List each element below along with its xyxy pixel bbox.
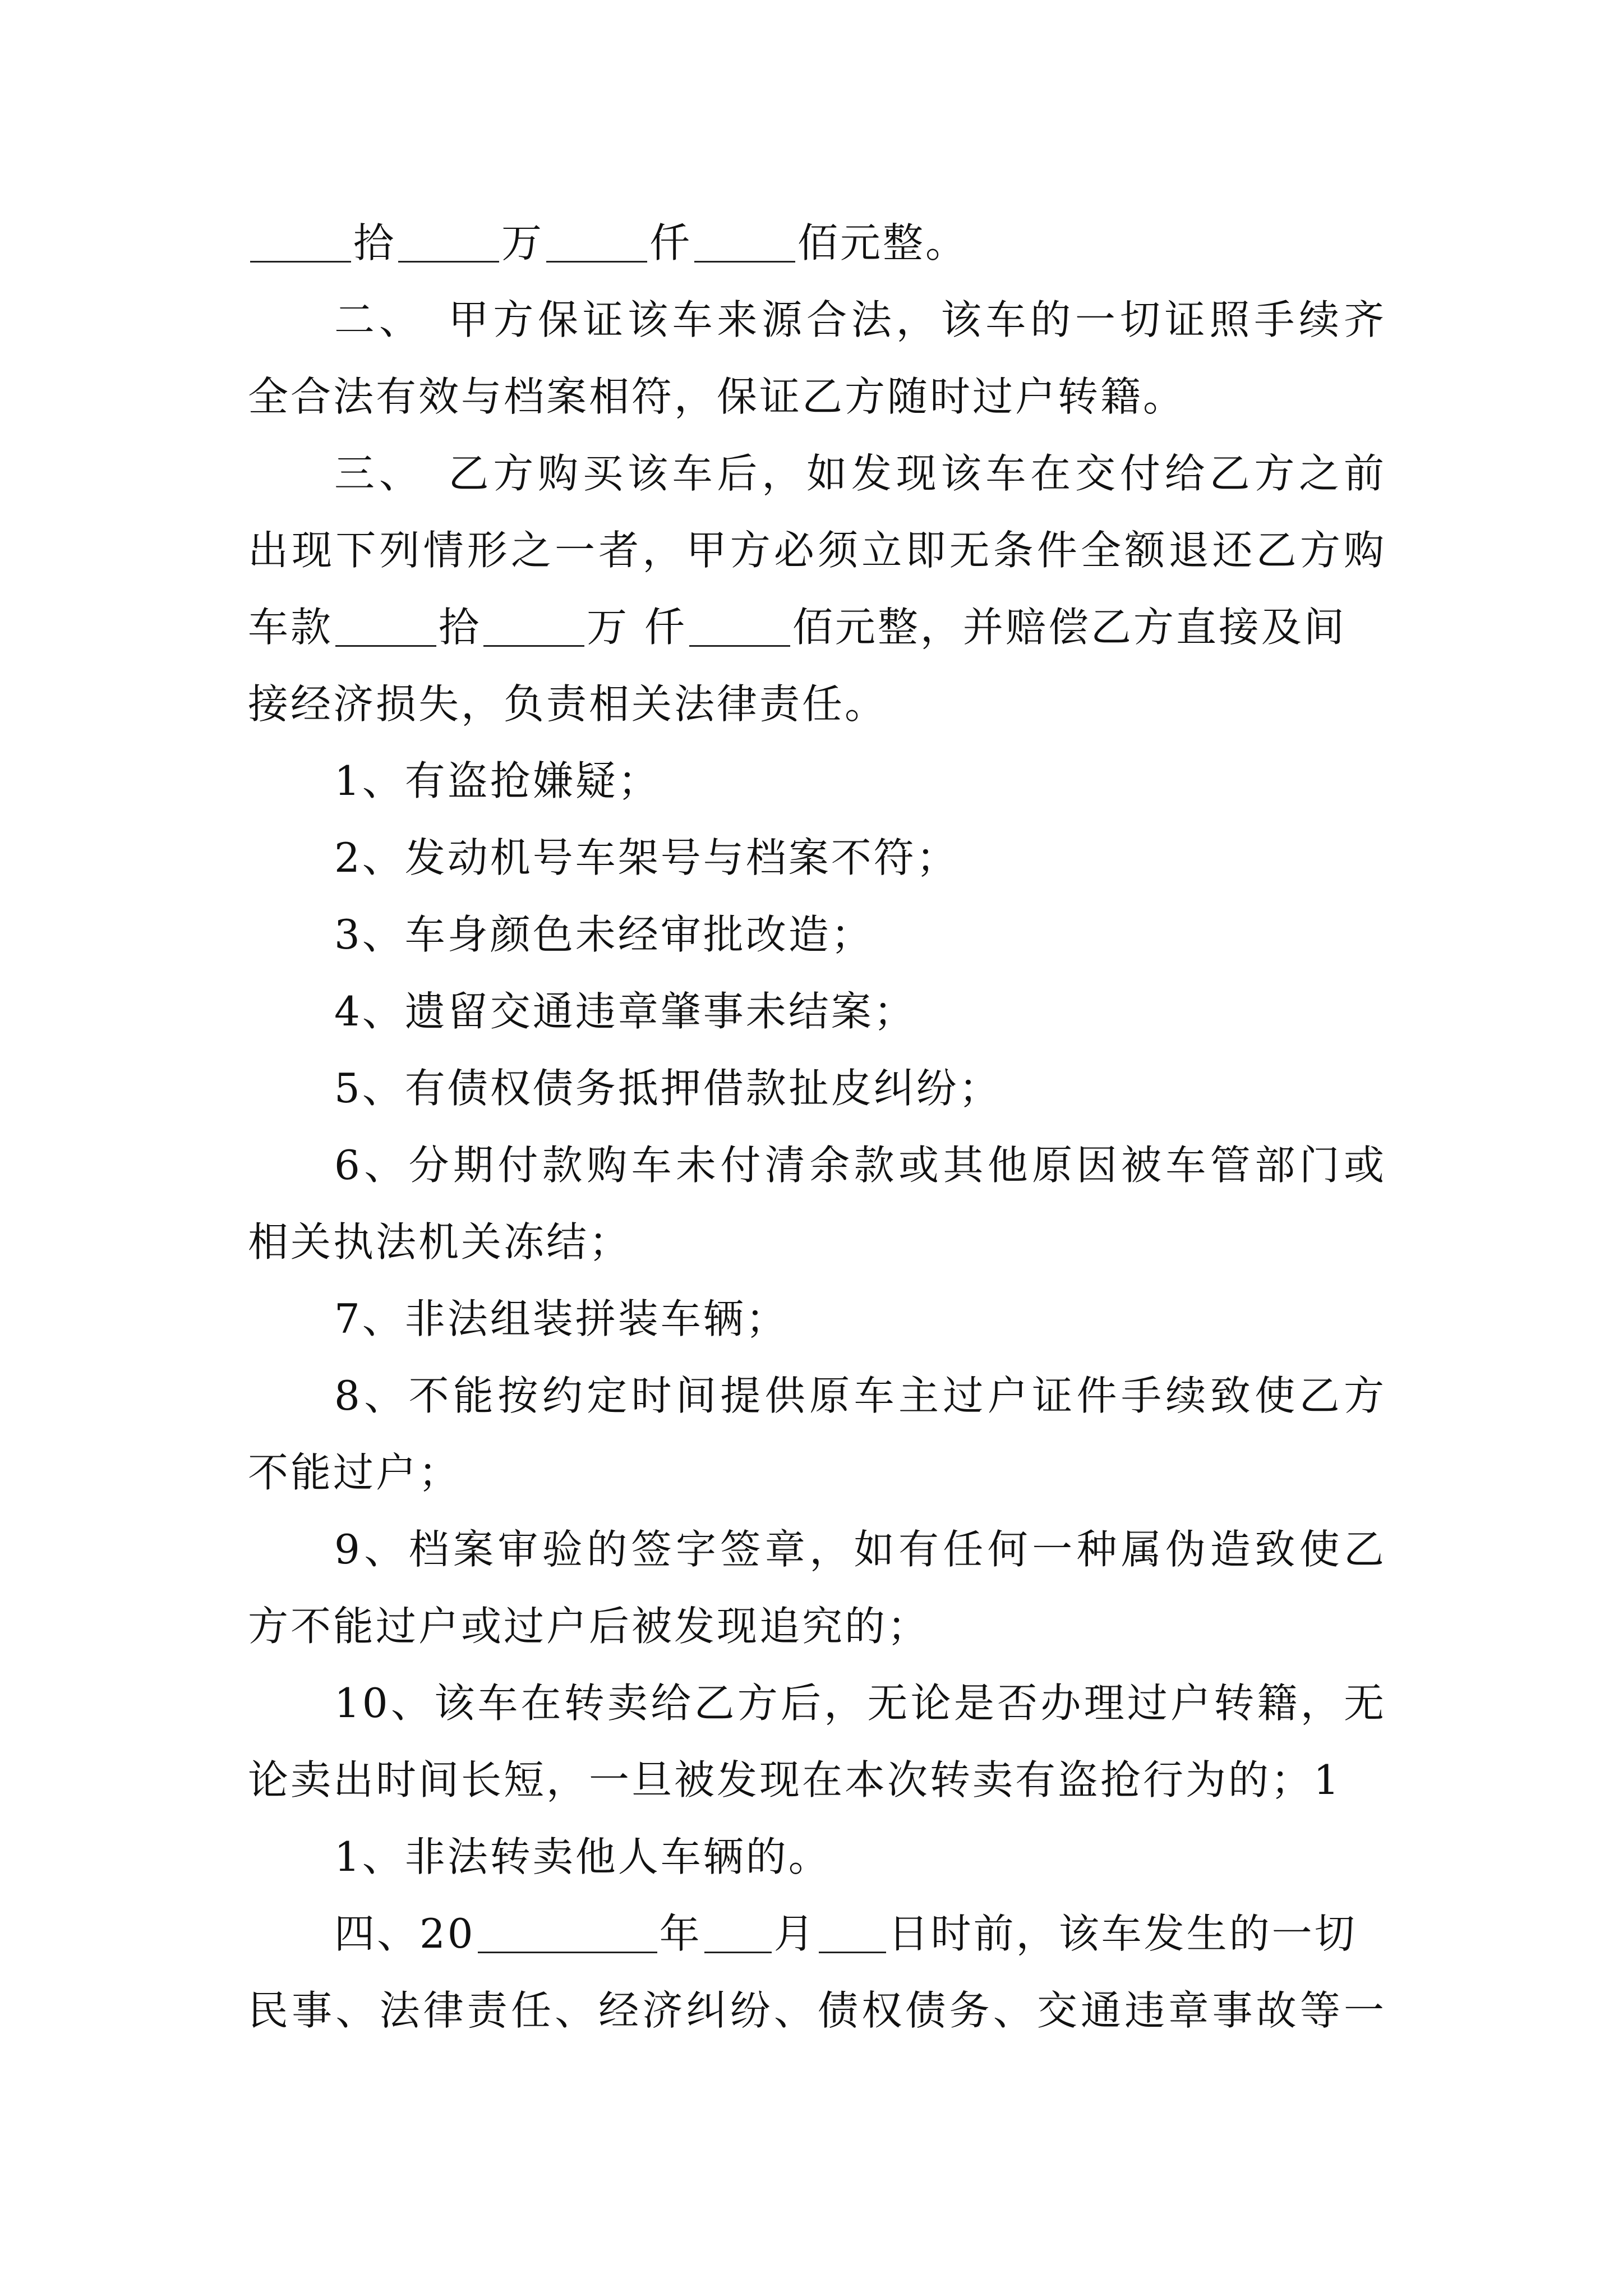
amount-blank-100k: [250, 220, 351, 263]
refund-blank-100: [689, 605, 790, 647]
refund-blank-100k: [335, 605, 436, 647]
unit-month: 月: [773, 1910, 817, 1957]
clause-2-line-1: 二、 甲方保证该车来源合法，该车的一切证照手续齐: [334, 296, 1386, 343]
date-blank-month: [704, 1911, 772, 1953]
date-blank-year: [478, 1911, 657, 1953]
amount-blank-100: [694, 220, 795, 263]
clause-3-line-1: 三、 乙方购买该车后，如发现该车在交付给乙方之前: [334, 450, 1386, 497]
list-item-2: 2、发动机号车架号与档案不符；: [334, 834, 959, 881]
unit-shi-2: 拾: [439, 604, 482, 651]
list-item-7: 7、非法组装拼装车辆；: [334, 1295, 789, 1342]
clause-4-prefix: 四、20: [334, 1910, 476, 1957]
date-blank-day: [819, 1911, 886, 1953]
unit-bai-end: 佰元整。: [797, 219, 969, 266]
list-item-8-line-2: 不能过户；: [248, 1449, 462, 1496]
list-item-6-line-2: 相关执法机关冻结；: [248, 1218, 632, 1266]
label-car-payment: 车款: [248, 604, 334, 651]
unit-year: 年: [659, 1910, 702, 1957]
clause-3-line-4: 接经济损失，负责相关法律责任。: [248, 680, 888, 728]
list-item-8-line-1: 8、不能按约定时间提供原车主过户证件手续致使乙方: [334, 1372, 1386, 1419]
contract-body: [248, 205, 1386, 2049]
clause-4-tail: 日时前，该车发生的一切: [888, 1910, 1357, 1957]
clause-4-date-line: [248, 1895, 1386, 1972]
refund-blank-10k: [483, 605, 584, 647]
clause-3-amount-line: [248, 589, 1386, 666]
clause-2-line-2: 全合法有效与档案相符，保证乙方随时过户转籍。: [248, 373, 1186, 420]
unit-wan: 万: [501, 219, 545, 266]
unit-qian: 仟: [649, 219, 693, 266]
list-item-3: 3、车身颜色未经审批改造；: [334, 911, 874, 958]
list-item-11: 1、非法转卖他人车辆的。: [334, 1833, 831, 1880]
clause-4-line-2: 民事、法律责任、经济纠纷、债权债务、交通违章事故等一: [248, 1987, 1386, 2034]
list-item-6-line-1: 6、分期付款购车未付清余款或其他原因被车管部门或: [334, 1142, 1386, 1189]
list-item-9-line-1: 9、档案审验的签字签章，如有任何一种属伪造致使乙: [334, 1526, 1386, 1573]
list-item-1: 1、有盗抢嫌疑；: [334, 757, 661, 804]
clause-3-line-2: 出现下列情形之一者，甲方必须立即无条件全额退还乙方购: [248, 527, 1386, 574]
list-item-5: 5、有债权债务抵押借款扯皮纠纷；: [334, 1065, 1002, 1112]
list-item-10-line-2: 论卖出时间长短，一旦被发现在本次转卖有盗抢行为的；1: [248, 1756, 1341, 1803]
list-item-10-line-1: 10、该车在转卖给乙方后，无论是否办理过户转籍，无: [334, 1680, 1386, 1727]
amount-line-1: [248, 205, 1386, 282]
refund-tail: 佰元整，并赔偿乙方直接及间: [792, 604, 1347, 651]
list-item-9-line-2: 方不能过户或过户后被发现追究的；: [248, 1603, 930, 1650]
unit-wan-qian: 万 仟: [587, 604, 687, 651]
list-item-4: 4、遗留交通违章肇事未结案；: [334, 988, 916, 1035]
unit-shi: 拾: [353, 219, 396, 266]
amount-blank-10k: [398, 220, 499, 263]
amount-blank-1k: [546, 220, 647, 263]
